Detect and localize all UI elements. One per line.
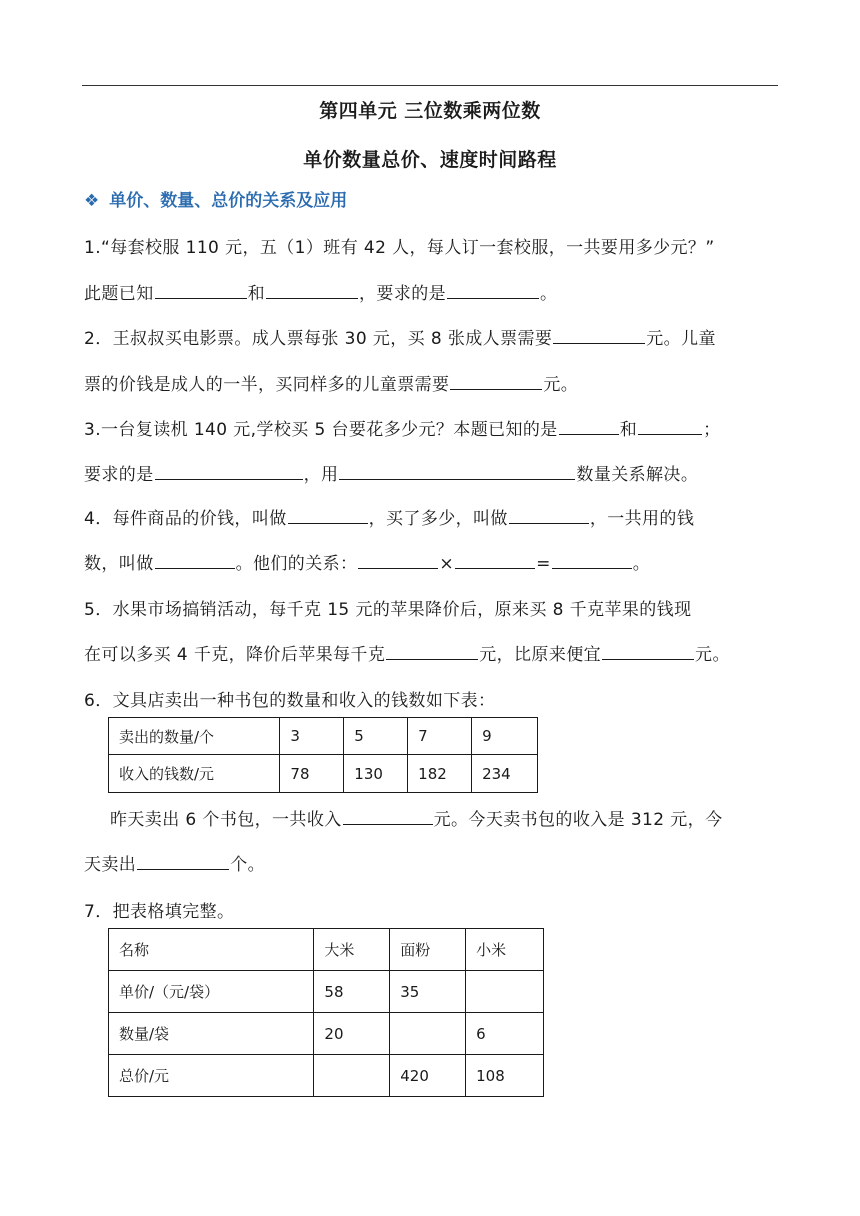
text: 天卖出: [84, 855, 137, 875]
text: ；: [703, 420, 721, 440]
text: 。: [632, 554, 651, 574]
table-cell: 420: [390, 1055, 466, 1097]
text: 元。: [543, 375, 579, 395]
q2-line2: [84, 370, 578, 395]
table-cell: 108: [466, 1055, 544, 1097]
answer-blank[interactable]: [553, 327, 645, 344]
text: ，买了多少，叫做: [368, 509, 508, 529]
q5-line1: 5．水果市场搞销活动，每千克 15 元的苹果降价后，原来买 8 千克苹果的钱现: [84, 600, 692, 620]
page-title: 第四单元 三位数乘两位数: [319, 100, 541, 122]
table-cell: 卖出的数量/个: [109, 718, 280, 755]
q2-line1: [84, 324, 716, 349]
text: 数，叫做: [84, 554, 154, 574]
q4-line2: [84, 549, 650, 574]
text: ，一共用的钱: [589, 509, 695, 529]
text: ，要求的是: [359, 284, 447, 304]
table-cell: 20: [314, 1013, 390, 1055]
answer-blank[interactable]: [339, 463, 575, 480]
table-cell: 总价/元: [109, 1055, 314, 1097]
text: ，用: [303, 465, 339, 485]
page-subtitle: 单价数量总价、速度时间路程: [303, 149, 557, 171]
table-cell: 7: [408, 718, 472, 755]
table-cell-empty[interactable]: [314, 1055, 390, 1097]
answer-blank[interactable]: [343, 808, 433, 825]
answer-blank[interactable]: [450, 373, 542, 390]
table-cell: 大米: [314, 929, 390, 971]
text: 元。儿童: [646, 329, 716, 349]
table-row: [109, 1055, 544, 1097]
table-cell: 6: [466, 1013, 544, 1055]
text: 个。: [230, 855, 266, 875]
answer-blank[interactable]: [602, 643, 694, 660]
table-cell: 78: [280, 755, 344, 793]
table-cell: 182: [408, 755, 472, 793]
section-heading: [84, 186, 347, 211]
table-cell: 9: [472, 718, 538, 755]
q5-line2: [84, 640, 730, 665]
table-cell: 面粉: [390, 929, 466, 971]
text: 元。今天卖书包的收入是 312 元，今: [433, 810, 723, 830]
q1-line1: 1.“每套校服 110 元，五（1）班有 42 人，每人订一套校服，一共要用多少元？”: [84, 238, 715, 258]
answer-blank[interactable]: [552, 552, 632, 569]
table-row: [109, 971, 544, 1013]
q6-line1: 6．文具店卖出一种书包的数量和收入的钱数如下表：: [84, 691, 496, 711]
text: 。: [540, 284, 558, 304]
price-table: [108, 928, 544, 1097]
answer-blank[interactable]: [509, 507, 589, 524]
section-heading-text: 单价、数量、总价的关系及应用: [109, 191, 348, 211]
text: 3.一台复读机 140 元,学校买 5 台要花多少元？本题已知的是: [84, 420, 558, 440]
table-cell: 3: [280, 718, 344, 755]
answer-blank[interactable]: [447, 282, 539, 299]
answer-blank[interactable]: [288, 507, 368, 524]
answer-blank[interactable]: [155, 552, 235, 569]
q1-line2: [84, 279, 557, 304]
header-rule: [82, 85, 778, 86]
diamond-bullet-icon: ❖: [84, 191, 100, 211]
answer-blank[interactable]: [155, 282, 247, 299]
text: 元，比原来便宜: [479, 645, 602, 665]
table-cell: 234: [472, 755, 538, 793]
sales-table: [108, 717, 538, 793]
table-cell: 58: [314, 971, 390, 1013]
table-cell: 数量/袋: [109, 1013, 314, 1055]
table-cell-empty[interactable]: [466, 971, 544, 1013]
text: 数量关系解决。: [576, 465, 699, 485]
text: =: [536, 554, 551, 574]
text: 昨天卖出 6 个书包，一共收入: [110, 810, 342, 830]
text: 此题已知: [84, 284, 154, 304]
q3-line2: [84, 460, 698, 485]
text: 。他们的关系：: [235, 554, 358, 574]
answer-blank[interactable]: [155, 463, 303, 480]
table-cell-empty[interactable]: [390, 1013, 466, 1055]
table-row: [109, 929, 544, 971]
answer-blank[interactable]: [358, 552, 438, 569]
table-cell: 35: [390, 971, 466, 1013]
text: 要求的是: [84, 465, 154, 485]
answer-blank[interactable]: [386, 643, 478, 660]
text: 4．每件商品的价钱，叫做: [84, 509, 287, 529]
q3-line1: [84, 415, 721, 440]
q4-line1: [84, 504, 694, 529]
answer-blank[interactable]: [137, 853, 229, 870]
answer-blank[interactable]: [638, 418, 702, 435]
text: 在可以多买 4 千克，降价后苹果每千克: [84, 645, 386, 665]
answer-blank[interactable]: [559, 418, 619, 435]
answer-blank[interactable]: [266, 282, 358, 299]
table-cell: 名称: [109, 929, 314, 971]
text: 票的价钱是成人的一半，买同样多的儿童票需要: [84, 375, 450, 395]
text: 和: [247, 284, 266, 304]
table-cell: 单价/（元/袋）: [109, 971, 314, 1013]
table-cell: 收入的钱数/元: [109, 755, 280, 793]
text: 2．王叔叔买电影票。成人票每张 30 元，买 8 张成人票需要: [84, 329, 553, 349]
table-cell: 小米: [466, 929, 544, 971]
table-cell: 5: [344, 718, 408, 755]
q6-line2: [110, 805, 722, 830]
text: 元。: [695, 645, 730, 665]
table-row: [109, 755, 538, 793]
q7-line1: 7．把表格填完整。: [84, 902, 235, 922]
q6-line3: [84, 850, 265, 875]
answer-blank[interactable]: [455, 552, 535, 569]
table-row: [109, 718, 538, 755]
text: 和: [619, 420, 638, 440]
table-row: [109, 1013, 544, 1055]
table-cell: 130: [344, 755, 408, 793]
text: ×: [439, 554, 455, 574]
